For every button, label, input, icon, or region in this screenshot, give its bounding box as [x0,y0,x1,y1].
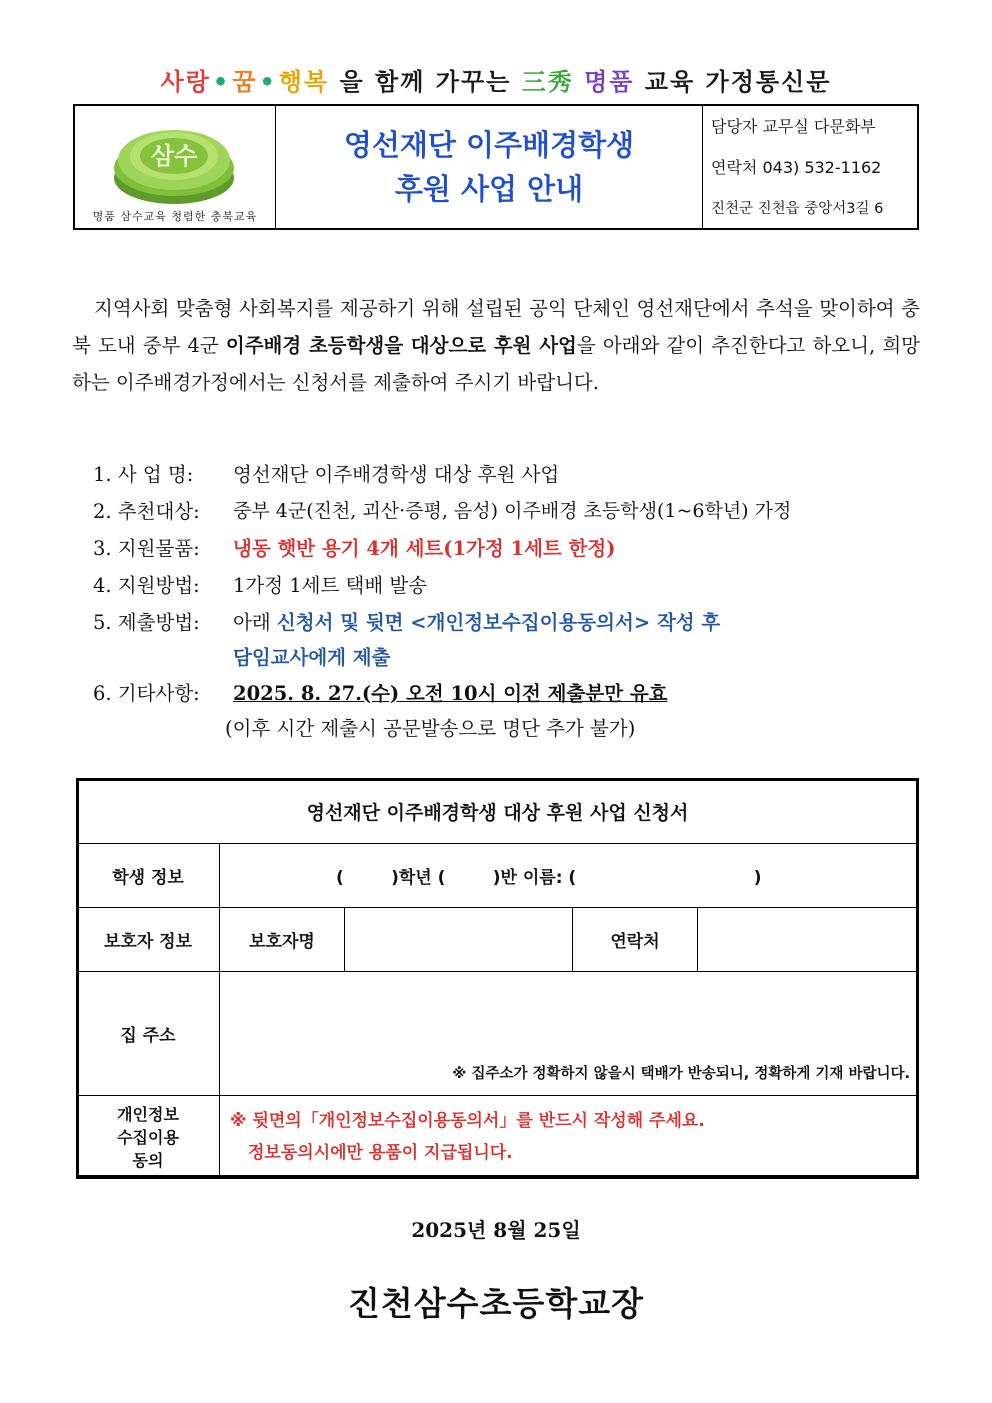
slogan-end: 교육 가정통신문 [644,68,832,96]
address-note: ※ 집주소가 정확하지 않을시 택배가 반송되니, 정확하게 기재 바랍니다. [452,1066,910,1082]
intro-paragraph [72,290,920,401]
slogan [0,62,992,97]
item-value: 냉동 햇반 용기 4개 세트(1가정 1세트 한정) [233,536,616,560]
slogan-separator-2: • [259,68,277,96]
contact-info [702,106,917,228]
slogan-middle: 을 함께 가꾸는 [339,68,512,96]
intro-text-b: 을 아래와 같이 추진한다고 하오니, 희망하는 이주배경가정에서는 신청서를 제출하여 주시기 바랍니다. [72,334,920,394]
item-value: 신청서 및 뒷면 <개인정보수집이용동의서> 작성 후 [276,610,721,634]
item-label: 2. 추천대상: [93,499,200,523]
intro-text-bold: 이주배경 초등학생을 대상으로 후원 사업 [225,334,577,357]
title-line-2: 후원 사업 안내 [394,172,584,206]
address-label: 집 주소 [77,972,220,1096]
samsu-logo-icon [109,116,239,210]
school-logo [75,106,276,228]
item-value-plain: 아래 [233,610,271,634]
principal-signature: 진천삼수초등학교장 [348,1284,644,1323]
item-value-2: (이후 시간 제출시 공문발송으로 명단 추가 불가) [225,717,636,740]
address-field[interactable] [220,972,919,1096]
header-box [73,104,919,230]
slogan-samsu: 三秀 [521,68,574,96]
student-info-field[interactable]: ( )학년 ( )반 이름: ( ) [220,844,919,908]
item-value-2: 담임교사에게 제출 [233,646,391,669]
page-title [276,106,702,228]
school-address: 진천군 진천읍 중앙서3길 6 [703,187,917,228]
list-item-continuation [93,710,923,744]
logo-caption: 명품 삼수교육 청렴한 충북교육 [92,210,258,223]
item-list [93,454,923,744]
consent-note-1: ※ 뒷면의「개인정보수집이용동의서」를 반드시 작성해 주세요. [230,1111,705,1131]
consent-label [77,1096,220,1179]
student-info-label: 학생 정보 [77,844,220,908]
consent-label-line-3: 동의 [132,1150,164,1170]
guardian-phone-field[interactable] [698,908,919,972]
list-item [93,454,923,491]
guardian-name-field[interactable] [345,908,573,972]
item-label: 1. 사 업 명: [93,462,194,486]
consent-note-2: 정보동의시에만 용품이 지급됩니다. [248,1143,513,1163]
guardian-name-label: 보호자명 [220,908,345,972]
slogan-dream: 꿈 [232,68,258,96]
title-line-1: 영선재단 이주배경학생 [343,128,635,162]
guardian-phone-label: 연락처 [573,908,698,972]
item-value: 2025. 8. 27.(수) 오전 10시 이전 제출분만 유효 [233,681,668,705]
slogan-happiness: 행복 [278,68,330,96]
logo-text: 삼수 [150,142,198,170]
issue-date: 2025년 8월 25일 [411,1218,581,1242]
intro-text-a: 지역사회 맞춤형 사회복지를 제공하기 위해 설립된 공익 단체인 영선재단에서 추석을 맞이하여 충북 도내 중부 4군 [72,297,920,357]
item-label: 6. 기타사항: [93,681,200,705]
form-title: 영선재단 이주배경학생 대상 후원 사업 신청서 [77,779,919,844]
item-label: 3. 지원물품: [93,536,200,560]
item-value: 중부 4군(진천, 괴산·증평, 음성) 이주배경 초등학생(1~6학년) 가정 [233,500,792,522]
item-value: 1가정 1세트 택배 발송 [233,573,428,597]
list-item [93,491,923,528]
item-value: 영선재단 이주배경학생 대상 후원 사업 [233,462,560,486]
item-label: 4. 지원방법: [93,573,200,597]
consent-label-line-1: 개인정보 [117,1104,179,1124]
list-item [93,673,923,710]
list-item [93,602,923,639]
consent-label-line-2: 수집이용 [117,1127,179,1147]
item-label: 5. 제출방법: [93,610,200,634]
contact-person: 담당자 교무실 다문화부 [703,106,917,147]
slogan-myeongpum: 명품 [584,68,635,96]
guardian-info-label: 보호자 정보 [77,908,220,972]
list-item [93,565,923,602]
slogan-separator-1: • [212,68,231,96]
application-form [76,778,919,1179]
consent-notice [220,1096,919,1179]
slogan-love: 사랑 [160,68,211,96]
list-item [93,528,923,565]
contact-phone: 연락처 043) 532-1162 [703,147,917,188]
list-item-continuation [93,639,923,673]
